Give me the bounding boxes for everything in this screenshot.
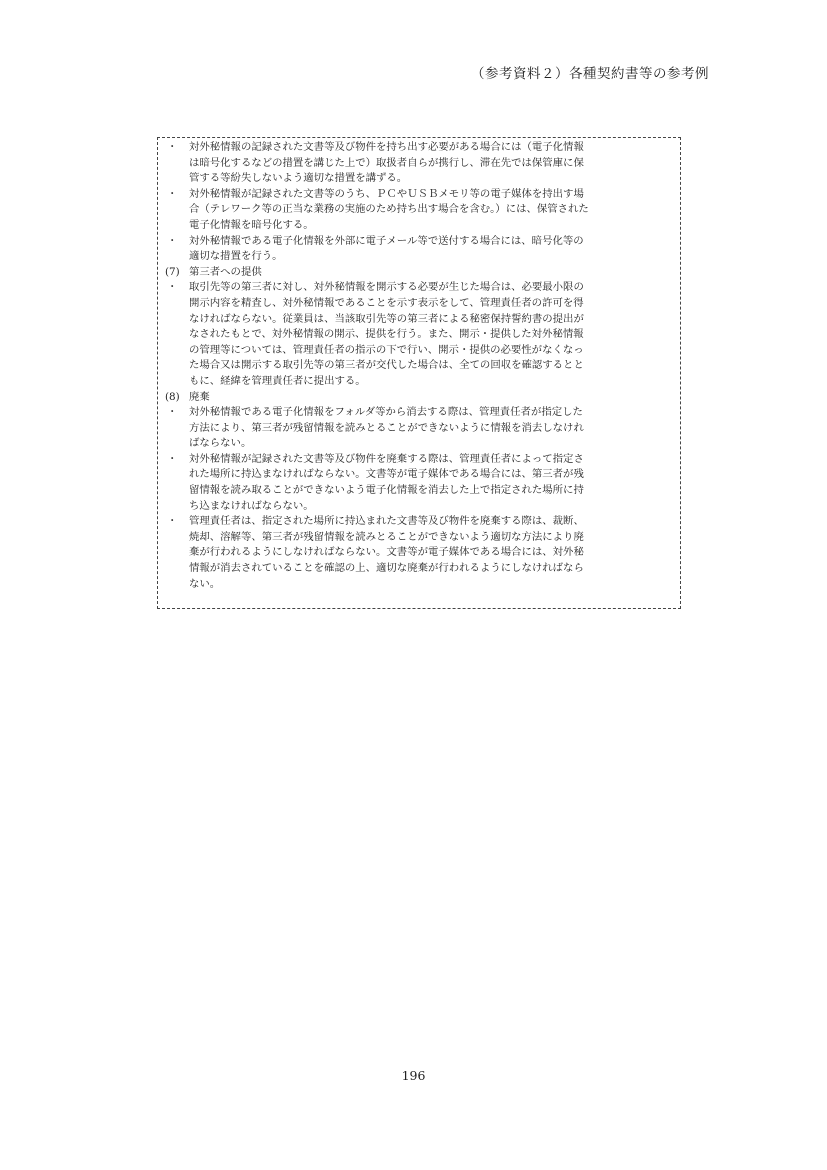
page-header-title: （参考資料２）各種契約書等の参考例	[471, 66, 709, 82]
bullet-marker: ・	[167, 141, 178, 153]
text-line: 情報が消去されていることを確認の上、適切な廃棄が行われるようにしなければなら	[189, 562, 584, 575]
text-line: なければならない。従業員は、当該取引先等の第三者による秘密保持誓約書の提出が	[189, 312, 584, 325]
text-line: ない。	[189, 577, 221, 590]
text-line: 取引先等の第三者に対し、対外秘情報を開示する必要が生じた場合は、必要最小限の	[189, 281, 584, 294]
bullet-item	[165, 234, 673, 265]
section-heading	[165, 390, 673, 406]
text-line: 適切な措置を行う。	[189, 250, 283, 263]
text-line: は暗号化するなどの措置を講じた上で）取扱者自らが携行し、滞在先では保管庫に保	[189, 156, 584, 169]
dashed-content-box	[157, 137, 681, 609]
bullet-text	[189, 405, 673, 452]
bullet-marker: ・	[167, 406, 178, 419]
bullet-text	[189, 187, 673, 234]
bullet-marker: ・	[167, 452, 178, 465]
text-line: 方法により、第三者が残留情報を読みとることができないように情報を消去しなけれ	[189, 421, 584, 434]
bullet-text	[189, 234, 673, 265]
section-title: 廃棄	[189, 390, 210, 403]
section-heading	[165, 265, 673, 281]
bullet-text	[189, 140, 673, 187]
section-title: 第三者への提供	[189, 265, 262, 278]
bullet-marker: ・	[167, 515, 178, 528]
bullet-text	[189, 452, 673, 514]
text-line: 対外秘情報が記録された文書等のうち、ＰＣやＵＳＢメモリ等の電子媒体を持出す場	[189, 187, 584, 200]
text-line: 管する等紛失しないよう適切な措置を講ずる。	[189, 172, 408, 185]
text-line: の管理等については、管理責任者の指示の下で行い、開示・提供の必要性がなくなっ	[189, 343, 584, 356]
bullet-item	[165, 452, 673, 514]
text-line: 管理責任者は、指定された場所に持込まれた文書等及び物件を廃棄する際は、裁断、	[189, 515, 584, 528]
text-line: 電子化情報を暗号化する。	[189, 218, 314, 231]
text-line: ち込まなければならない。	[189, 499, 314, 512]
text-line: れた場所に持込まなければならない。文書等が電子媒体である場合には、第三者が残	[189, 468, 584, 481]
bullet-marker: ・	[167, 281, 178, 294]
text-line: 対外秘情報が記録された文書等及び物件を廃棄する際は、管理責任者によって指定さ	[189, 452, 584, 465]
text-line: ばならない。	[189, 437, 252, 450]
bullet-marker: ・	[167, 187, 178, 200]
text-line: 合（テレワーク等の正当な業務の実施のため持ち出す場合を含む。）には、保管された	[189, 203, 589, 216]
bullet-item	[165, 514, 673, 592]
text-line: 留情報を読み取ることができないよう電子化情報を消去した上で指定された場所に持	[189, 484, 584, 497]
text-line: もに、経緯を管理責任者に提出する。	[189, 374, 366, 387]
bullet-item	[165, 280, 673, 389]
bullet-text	[189, 280, 673, 389]
text-line: 棄が行われるようにしなければならない。文書等が電子媒体である場合には、対外秘	[189, 546, 584, 559]
bullet-item	[165, 187, 673, 234]
section-number: (7)	[165, 265, 180, 278]
text-line: なされたもとで、対外秘情報の開示、提供を行う。また、開示・提供した対外秘情報	[189, 328, 584, 341]
text-line: 焼却、溶解等、第三者が残留情報を読みとることができないよう適切な方法により廃	[189, 530, 584, 543]
bullet-item	[165, 405, 673, 452]
text-line: 対外秘情報の記録された文書等及び物件を持ち出す必要がある場合には（電子化情報	[189, 141, 584, 153]
text-line: 開示内容を精査し、対外秘情報であることを示す表示をして、管理責任者の許可を得	[189, 296, 584, 309]
text-line: た場合又は開示する取引先等の第三者が交代した場合は、全ての回収を確認するとと	[189, 359, 584, 372]
text-line: 対外秘情報である電子化情報を外部に電子メール等で送付する場合には、暗号化等の	[189, 234, 584, 247]
section-number: (8)	[165, 390, 180, 403]
text-line: 対外秘情報である電子化情報をフォルダ等から消去する際は、管理責任者が指定した	[189, 406, 583, 419]
bullet-text	[189, 514, 673, 592]
bullet-marker: ・	[167, 234, 178, 247]
bullet-item	[165, 140, 673, 187]
page-number: 196	[401, 1068, 426, 1083]
